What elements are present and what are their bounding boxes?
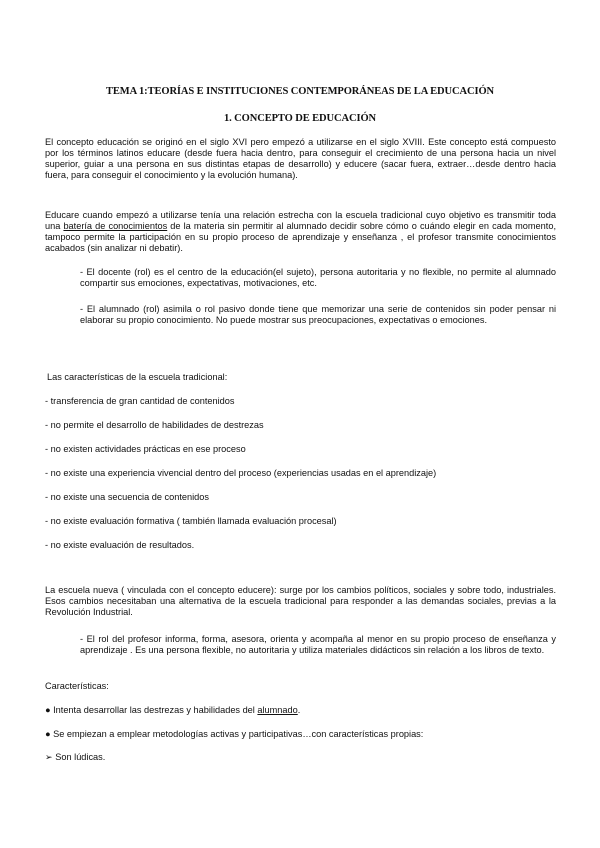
paragraph-rol-profesor: - El rol del profesor informa, forma, asesora, orienta y acompaña al menor en su propio proceso de enseñanza y aprendizaje . Es una persona flexible, no autoritaria y utiliza materiales didácticos sin relación a los libros de texto. — [80, 634, 556, 656]
main-title: TEMA 1:TEORÍAS E INSTITUCIONES CONTEMPORÁNEAS DE LA EDUCACIÓN — [105, 86, 494, 97]
underlined-term: alumnado — [257, 705, 298, 715]
paragraph-alumnado: - El alumnado (rol) asimila o rol pasivo donde tiene que memorizar una serie de contenidos sin poder pensar ni elaborar su propio conocimiento. No puede mostrar sus preocupaciones, expectativas o emociones. — [80, 304, 556, 326]
bullet-item — [45, 705, 300, 715]
bullet-item-end: . — [297, 705, 301, 715]
bullet-item: ● Se empiezan a emplear metodologías activas y participativas…con características propias: — [45, 729, 424, 739]
paragraph-educare-end: de la materia sin permitir al alumnado decidir sobre cómo o cuándo elegir en cada momento, tampoco permite la participación en su propio proceso de aprendizaje y enseñanza , el profesor transmite conocimientos acabados (sin analizar ni debatir). — [45, 221, 556, 254]
list-item: - no existe evaluación de resultados. — [45, 540, 195, 550]
paragraph-educare-start: Educare cuando empezó a utilizarse tenía una relación estrecha con la escuela tradicional cuyo objetivo es transmitir toda una — [45, 210, 556, 232]
paragraph-escuela-nueva: La escuela nueva ( vinculada con el concepto educere): surge por los cambios políticos, sociales y sobre todo, industriales. Esos cambios necesitaban una alternativa de la escuela tradicional para responder a las demandas sociales, previas a la Revolución Industrial. — [45, 585, 556, 618]
paragraph-concept: El concepto educación se originó en el siglo XVI pero empezó a utilizarse en el siglo XVIII. Este concepto está compuesto por los términos latinos educare (desde fuera hacia dentro, para conseguir el crecimiento de una persona hacia un nivel superior, guiar a una persona en sus distintas etapas de desarrollo) y educere (sacar fuera, extraer…desde dentro hacia fuera, para conseguir el conocimiento y la evolución humana). — [45, 137, 556, 181]
list-item: - no permite el desarrollo de habilidades de destrezas — [45, 420, 264, 430]
characteristics2-heading: Características: — [45, 681, 109, 691]
paragraph-educare — [45, 210, 556, 254]
characteristics-heading: Las características de la escuela tradicional: — [47, 372, 228, 382]
list-item: - no existe una experiencia vivencial dentro del proceso (experiencias usadas en el aprendizaje) — [45, 468, 437, 478]
sub-bullet-item: ➢ Son lúdicas. — [45, 752, 106, 762]
list-item: - no existen actividades prácticas en ese proceso — [45, 444, 246, 454]
list-item: - transferencia de gran cantidad de contenidos — [45, 396, 235, 406]
underlined-term: batería de conocimientos — [63, 221, 168, 232]
list-item: - no existe una secuencia de contenidos — [45, 492, 209, 502]
bullet-item-start: ● Intenta desarrollar las destrezas y habilidades del — [45, 705, 258, 715]
paragraph-docente: - El docente (rol) es el centro de la educación(el sujeto), persona autoritaria y no flexible, no permite al alumnado compartir sus emociones, expectativas, motivaciones, etc. — [80, 267, 556, 289]
list-item: - no existe evaluación formativa ( también llamada evaluación procesal) — [45, 516, 337, 526]
section-title: 1. CONCEPTO DE EDUCACIÓN — [223, 113, 376, 124]
